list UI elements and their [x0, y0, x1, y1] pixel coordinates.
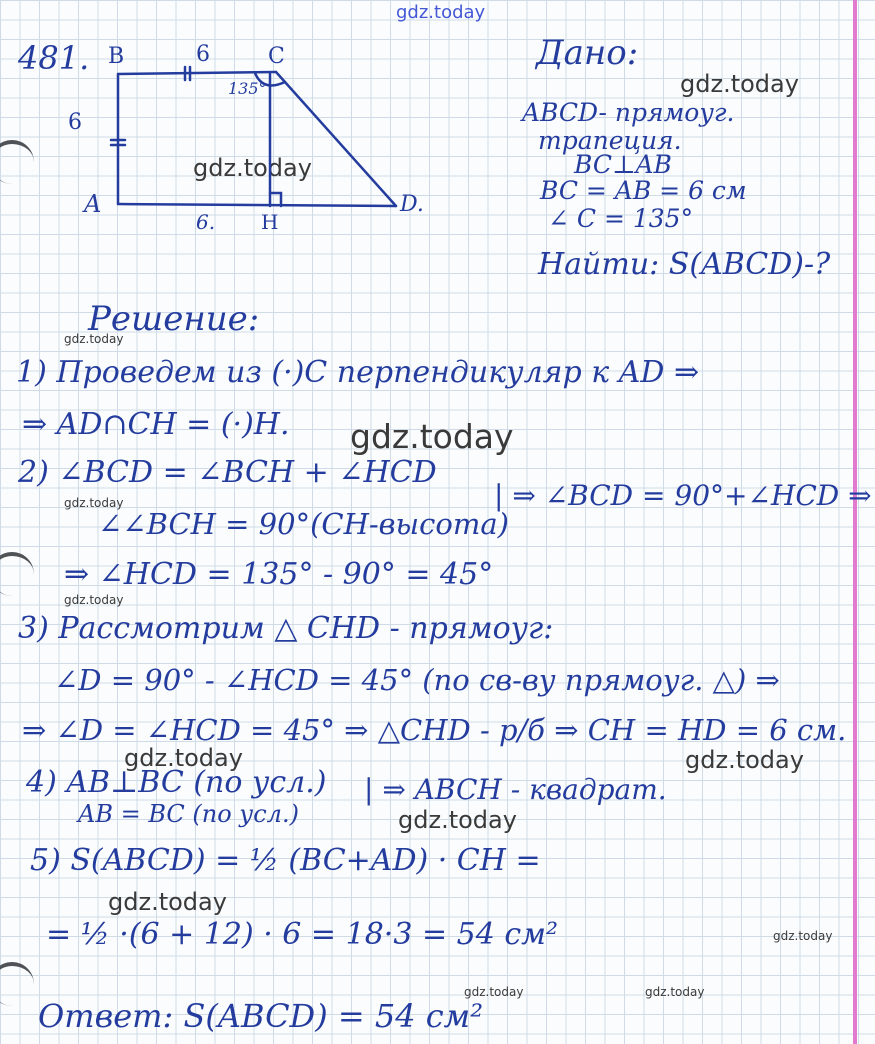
solution-line: ∠D = 90° - ∠HCD = 45° (по св-ву прямоуг. △) ⇒ — [54, 663, 780, 697]
figure-label-h: H — [261, 210, 279, 234]
solution-line: 2) ∠BCD = ∠BCH + ∠HCD — [18, 455, 437, 490]
figure-angle-c: 135° — [228, 79, 267, 98]
solution-line: AB = BC (по усл.) — [78, 800, 299, 828]
solution-line: ⇒ ∠HCD = 135° - 90° = 45° — [64, 557, 494, 592]
solution-line: ∠∠BCH = 90°(CH-высота) — [98, 507, 509, 541]
given-line: ∠ C = 135° — [548, 204, 694, 233]
figure-length-ab: 6 — [68, 110, 82, 135]
given-line: ABCD- прямоуг. — [522, 98, 735, 127]
figure-label-c: C — [268, 44, 285, 69]
figure-length-bc: 6 — [196, 42, 210, 67]
given-line: BC⊥AB — [574, 150, 672, 179]
side-ad — [118, 204, 396, 206]
solution-line: 4) AB⊥BC (по усл.) — [26, 765, 327, 800]
figure-label-d: D. — [400, 192, 424, 217]
solution-line: = ½ ·(6 + 12) · 6 = 18·3 = 54 см² — [46, 917, 559, 952]
watermark: gdz.today — [64, 593, 124, 607]
side-cd — [276, 72, 396, 206]
watermark: gdz.today — [398, 806, 517, 834]
figure-label-a: A — [84, 190, 102, 218]
given-line: BC = AB = 6 см — [540, 176, 747, 205]
solution-line: | ⇒ ∠BCD = 90°+∠HCD ⇒ — [494, 479, 872, 512]
watermark: gdz.today — [64, 332, 124, 346]
side-bc — [118, 72, 276, 74]
watermark: gdz.today — [773, 929, 833, 943]
watermark: gdz.today — [464, 985, 524, 999]
solution-line: 5) S(ABCD) = ½ (BC+AD) · CH = — [30, 843, 541, 878]
solution-line: ⇒ ∠D = ∠HCD = 45° ⇒ △CHD - р/б ⇒ CH = HD = 6 см. — [22, 713, 847, 747]
watermark: gdz.today — [685, 746, 804, 774]
problem-number: 481. — [18, 39, 90, 77]
watermark: gdz.today — [680, 70, 799, 98]
watermark: gdz.today — [350, 417, 514, 456]
watermark: gdz.today — [645, 985, 705, 999]
given-heading: Дано: — [536, 33, 639, 73]
watermark: gdz.today — [396, 2, 486, 23]
solution-heading: Решение: — [88, 299, 260, 339]
solution-line: 3) Рассмотрим △ CHD - прямоуг: — [18, 611, 554, 646]
solution-line: | ⇒ ABCH - квадрат. — [364, 773, 667, 806]
answer-line: Ответ: S(ABCD) = 54 см² — [38, 997, 484, 1035]
watermark: gdz.today — [64, 496, 124, 510]
given-line: трапеция. — [538, 126, 682, 155]
figure-length-ad: 6. — [196, 210, 216, 234]
watermark: gdz.today — [124, 744, 243, 772]
solution-line: 1) Проведем из (·)C перпендикуляр к AD ⇒ — [16, 355, 700, 390]
find-line: Найти: S(ABCD)-? — [538, 247, 831, 282]
watermark: gdz.today — [193, 154, 312, 182]
solution-line: ⇒ AD∩CH = (·)H. — [22, 407, 290, 442]
watermark: gdz.today — [108, 888, 227, 916]
figure-label-b: B — [108, 44, 125, 69]
